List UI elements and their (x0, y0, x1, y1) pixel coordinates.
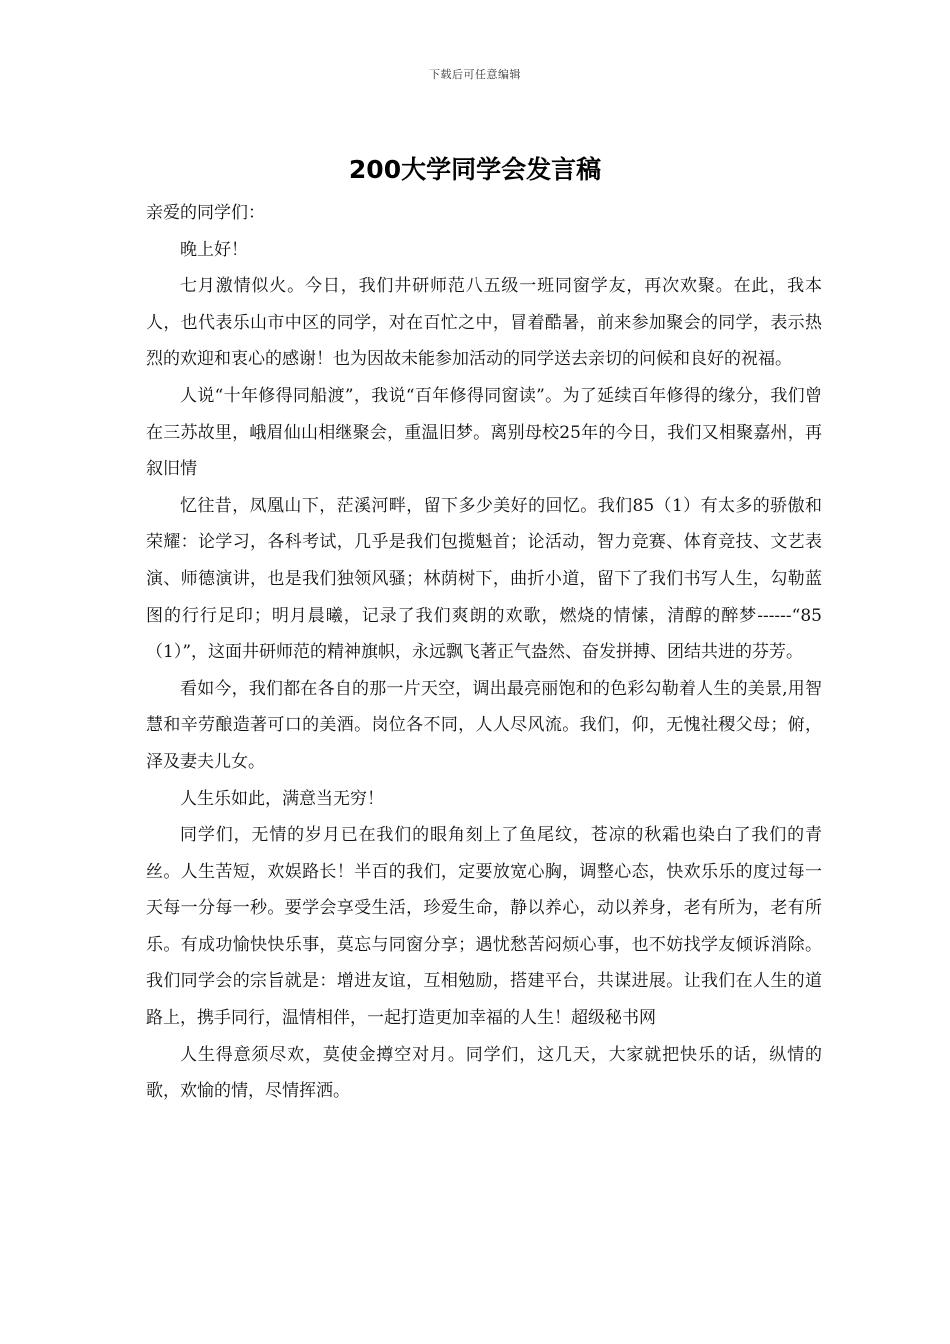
paragraph-greeting: 晚上好！ (180, 239, 248, 260)
paragraph-welcome: 七月激情似火。今日，我们井研师范八五级一班同窗学友，再次欢聚。在此，我本人，也代表乐山市中区的同学，对在百忙之中，冒着酷暑，前来参加聚会的同学，表示热烈的欢迎和衷心的感谢！也为因故未能参加活动的同学送去亲切的问候和良好的祝福。 (146, 276, 822, 370)
document-body (146, 195, 822, 1110)
document-title: 200大学同学会发言稿 (348, 155, 602, 184)
paragraph-closing: 人生得意须尽欢，莫使金撙空对月。同学们，这几天，大家就把快乐的话，纵情的歌，欢愉的情，尽情挥洒。 (146, 1044, 822, 1102)
paragraph-advice: 同学们，无情的岁月已在我们的眼角刻上了鱼尾纹，苍凉的秋霜也染白了我们的青丝。人生苦短，欢娱路长！半百的我们，定要放宽心胸，调整心态，快欢乐乐的度过每一天每一分每一秒。要学会享受生活，珍爱生命，静以养心，动以养身，老有所为，老有所乐。有成功愉快快乐事，莫忘与同窗分享；遇忧愁苦闷烦心事，也不妨找学友倾诉消除。我们同学会的宗旨就是：增进友谊，互相勉励，搭建平台，共谋进展。让我们在人生的道路上，携手同行，温情相伴，一起打造更加幸福的人生！超级秘书网 (146, 825, 822, 1029)
paragraph-joy: 人生乐如此，满意当无穷！ (180, 788, 384, 809)
paragraph-present: 看如今，我们都在各自的那一片天空，调出最亮丽饱和的色彩勾勒着人生的美景,用智慧和辛劳酿造著可口的美酒。岗位各不同，人人尽风流。我们，仰，无愧社稷父母；俯，泽及妻夫儿女。 (146, 678, 822, 772)
paragraph-memories: 忆往昔，凤凰山下，茫溪河畔，留下多少美好的回忆。我们85（1）有太多的骄傲和荣耀：论学习，各科考试，几乎是我们包揽魁首；论活动，智力竞赛、体育竞技、文艺表演、师德演讲，也是我们独领风骚；林荫树下，曲折小道，留下了我们书写人生，勾勒蓝图的行行足印；明月晨曦，记录了我们爽朗的欢歌，燃烧的情愫，清醇的醉梦------“85（1）”，这面井研师范的精神旗帜，永远飘飞著正气盎然、奋发拼搏、团结共进的芬芳。 (146, 495, 822, 663)
header-note: 下载后可任意编辑 (429, 68, 521, 81)
salutation: 亲爱的同学们： (146, 203, 265, 223)
paragraph-classmates-saying: 人说“十年修得同船渡”，我说“百年修得同窗读”。为了延续百年修得的缘分，我们曾在三苏故里，峨眉仙山相继聚会，重温旧梦。离别母校25年的今日，我们又相聚嘉州，再叙旧情 (146, 385, 822, 480)
